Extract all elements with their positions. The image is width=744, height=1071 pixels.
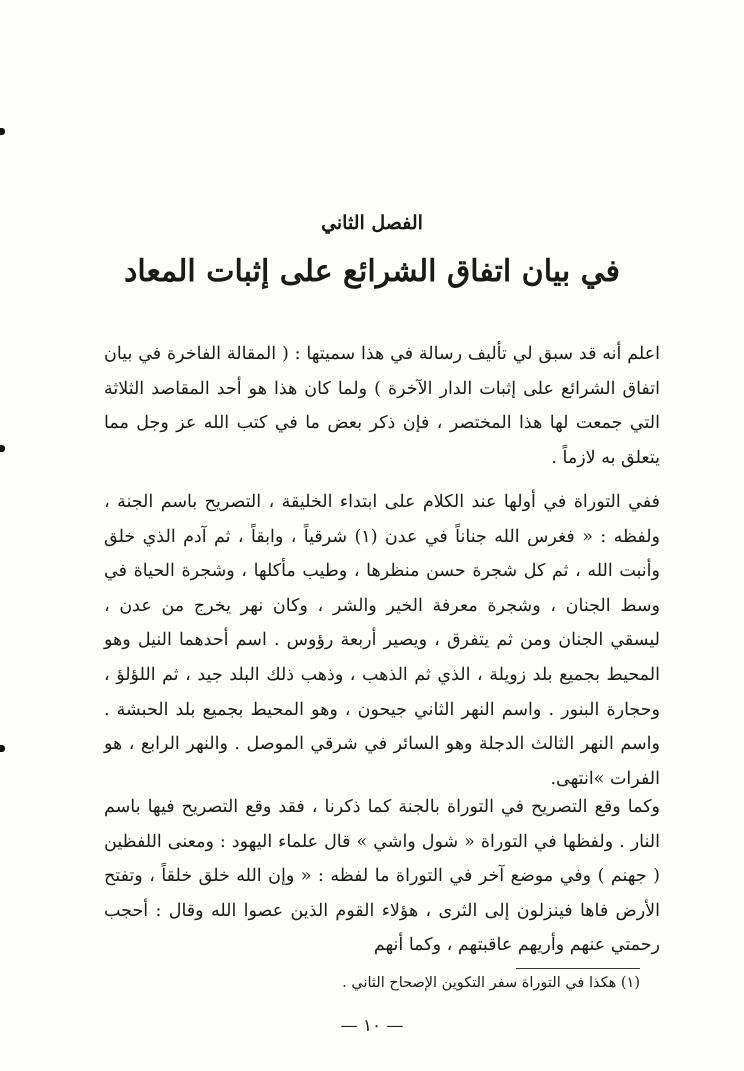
page-edge-mark (0, 745, 5, 752)
body-paragraph (104, 485, 660, 796)
chapter-title: في بيان اتفاق الشرائع على إثبات المعاد (123, 254, 621, 289)
body-paragraph (104, 337, 660, 475)
page-number: — ١٠ — (340, 1016, 404, 1036)
page-edge-mark (0, 128, 5, 135)
paragraph-text: اعلم أنه قد سبق لي تأليف رسالة في هذا سميتها : ( المقالة الفاخرة في بيان اتفاق الشرائع على إثبات الدار الآخرة ) ولما كان هذا هو أحد المقاصد الثلاثة التي جمعت لها هذا المختصر ، فإن ذكر بعض ما في كتب الله عز وجل مما يتعلق به لازماً . (104, 344, 660, 468)
paragraph-text: ففي التوراة في أولها عند الكلام على ابتداء الخليقة ، التصريح باسم الجنة ، ولفظه : « فغرس الله جناناً في عدن (١) شرقياً ، وابقاً ، ثم آدم الذي خلق وأنبت الله ، ثم كل شجرة حسن منظرها ، وطيب مأكلها ، وشجرة الحياة في وسط الجنان ، وشجرة معرفة الخير والشر ، وكان نهر يخرج من عدن ، ليسقي الجنان ومن ثم يتفرق ، ويصير أربعة رؤوس . اسم أحدهما النيل وهو المحيط بجميع بلد زويلة ، الذي ثم الذهب ، وذهب ذلك البلد جيد ، ثم اللؤلؤ ، وحجارة البنور . واسم النهر الثاني جيحون ، وهو المحيط بجميع بلد الحبشة . واسم النهر الثالث الدجلة وهو السائر في شرقي الموصل . والنهر الرابع ، هو الفرات »انتهى. (104, 492, 660, 789)
paragraph-text: وكما وقع التصريح في التوراة بالجنة كما ذكرنا ، فقد وقع التصريح فيها باسم النار . ولفظها في التوراة « شول واشي » قال علماء اليهود : ومعنى اللفظين ( جهنم ) وفي موضع آخر في التوراة ما لفظه : « وإن الله خلق خلقاً ، وتفتح الأرض فاها فينزلون إلى الثرى ، هؤلاء القوم الذين عصوا الله وقال : أحجب رحمتي عنهم وأريهم عاقبتهم ، وكما أنهم (104, 797, 660, 956)
footnote: (١) هكذا في التوراة سفر التكوين الإصحاح الثاني . (342, 975, 640, 991)
footnote-divider (516, 968, 640, 969)
chapter-label: الفصل الثاني (321, 212, 423, 234)
page-edge-mark (0, 445, 5, 452)
body-paragraph (104, 790, 660, 963)
